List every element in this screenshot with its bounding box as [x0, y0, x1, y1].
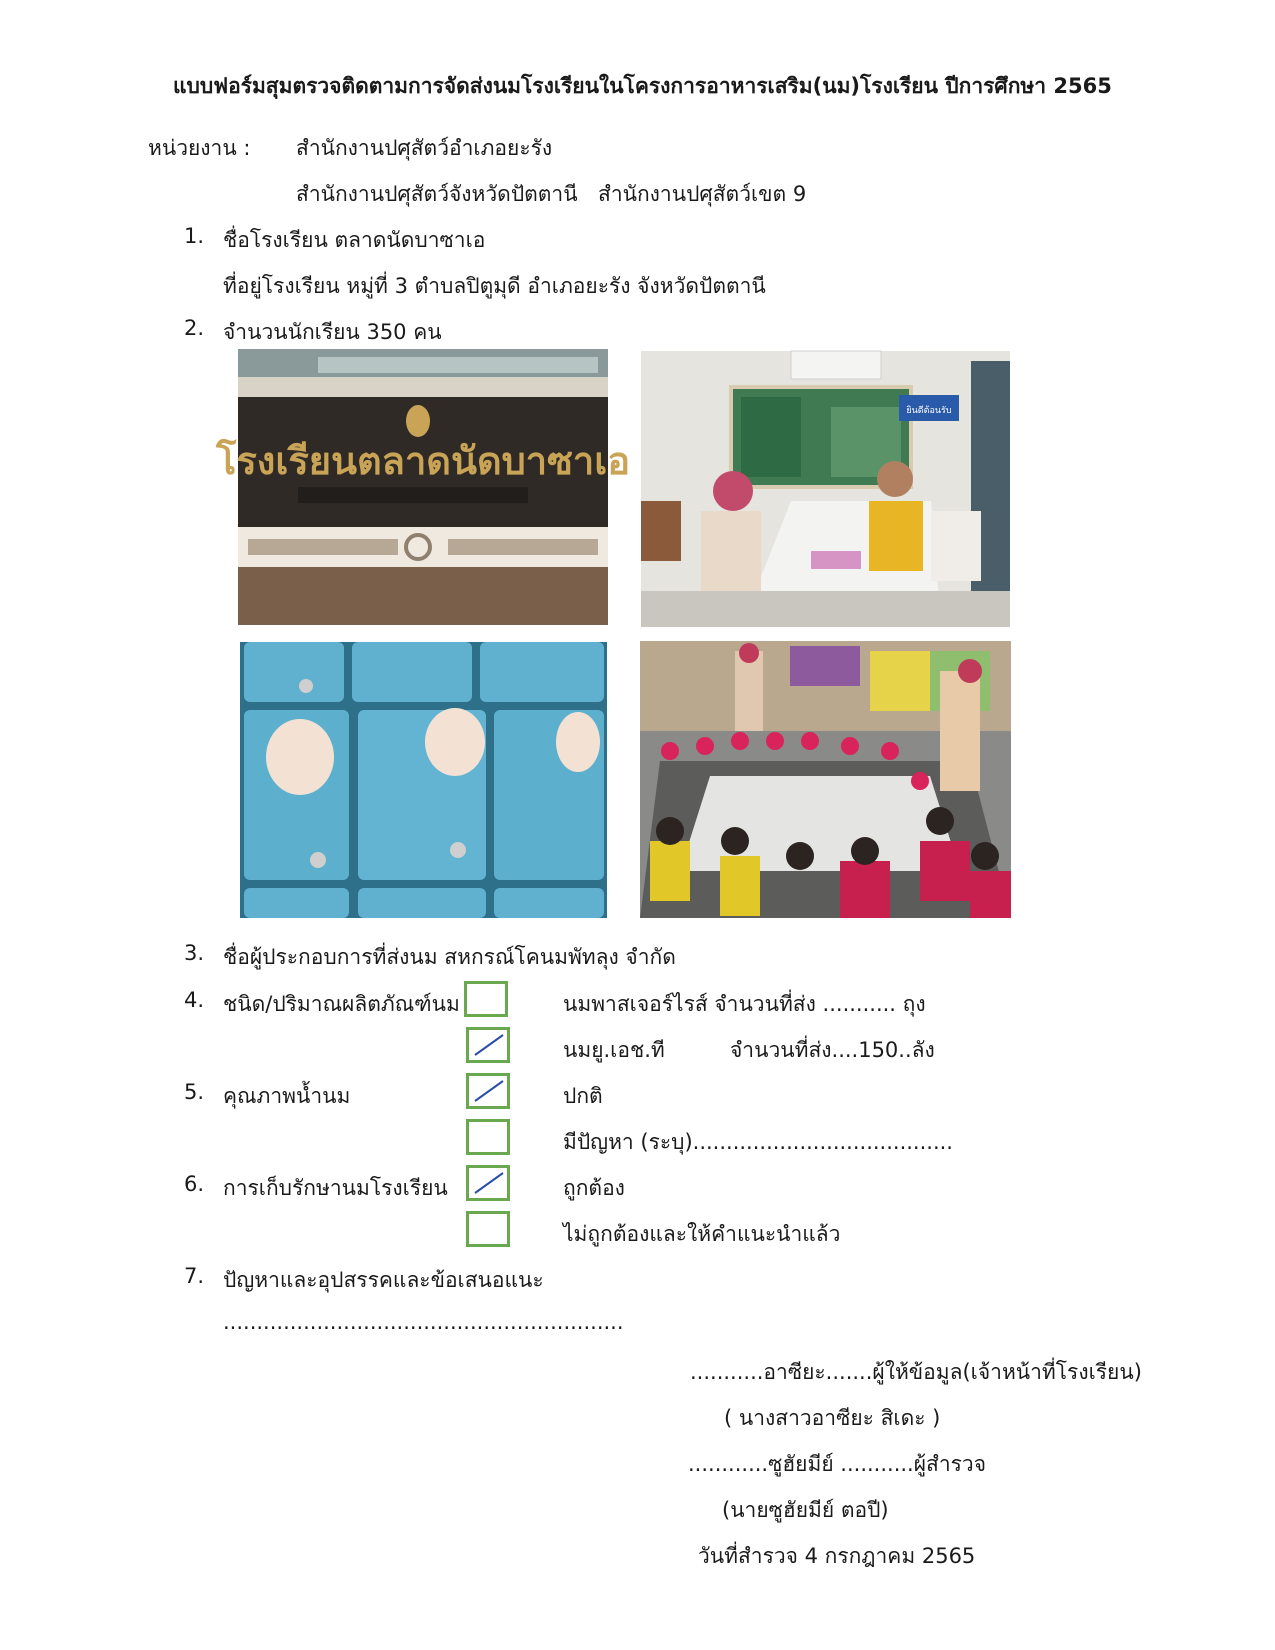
school-sign-photo	[215, 349, 631, 625]
informant-signature: ...........อาซียะ.......ผู้ให้ข้อมูล(เจ้าหน้าที่โรงเรียน)	[690, 1360, 1142, 1384]
informant-name: ( นางสาวอาซียะ สิเดะ )	[724, 1406, 941, 1430]
classroom-photo	[640, 641, 1011, 918]
problems-label: ปัญหาและอุปสรรคและข้อเสนอแนะ	[223, 1268, 544, 1292]
surveyor-signature: ............ซูฮัยมีย์ ...........ผู้สำรวจ	[688, 1452, 987, 1476]
item-number: 7.	[183, 1264, 204, 1288]
student-count: จำนวนนักเรียน 350 คน	[223, 320, 442, 344]
item-number: 4.	[183, 988, 204, 1012]
check-mark-icon	[469, 1168, 507, 1198]
option-storage-correct: ถูกต้อง	[563, 1176, 625, 1200]
form-title: แบบฟอร์มสุมตรวจติดตามการจัดส่งนมโรงเรียนในโครงการอาหารเสริม(นม)โรงเรียน ปีการศึกษา 2565	[173, 74, 1112, 98]
checkbox-quality-problem[interactable]	[466, 1119, 510, 1155]
welcome-board-text: ยินดีต้อนรับ	[906, 406, 952, 416]
agency-province: สำนักงานปศุสัตว์จังหวัดปัตตานี	[296, 182, 578, 206]
option-quality-normal: ปกติ	[563, 1084, 603, 1108]
uht-quantity: จำนวนที่ส่ง....150..ลัง	[730, 1038, 935, 1062]
item-number: 1.	[183, 224, 204, 248]
item-number: 5.	[183, 1080, 204, 1104]
agency-district: สำนักงานปศุสัตว์อำเภอยะรัง	[296, 136, 553, 160]
school-name: ชื่อโรงเรียน ตลาดนัดบาซาเอ	[223, 228, 486, 252]
survey-date: วันที่สำรวจ 4 กรกฎาคม 2565	[698, 1544, 976, 1568]
milk-quality-label: คุณภาพน้ำนม	[223, 1084, 351, 1108]
problems-dots: ............................................................	[223, 1310, 624, 1334]
agency-label: หน่วยงาน :	[148, 136, 251, 160]
item-number: 6.	[183, 1172, 204, 1196]
checkbox-storage-incorrect[interactable]	[466, 1211, 510, 1247]
surveyor-name: (นายซูฮัยมีย์ ตอปี)	[722, 1498, 889, 1522]
milk-packs-photo	[240, 642, 607, 918]
checkbox-uht[interactable]	[466, 1027, 510, 1063]
option-uht: นมยู.เอช.ที	[563, 1038, 665, 1062]
meeting-photo	[641, 351, 1010, 627]
item-number: 3.	[183, 941, 204, 965]
milk-type-label: ชนิด/ปริมาณผลิตภัณฑ์นม	[223, 992, 460, 1016]
checkbox-pasteurized[interactable]	[464, 981, 508, 1017]
school-address: ที่อยู่โรงเรียน หมู่ที่ 3 ตำบลปิตูมุดี อำเภอยะรัง จังหวัดปัตตานี	[223, 274, 766, 298]
option-pasteurized: นมพาสเจอร์ไรส์ จำนวนที่ส่ง ........... ถุง	[563, 992, 926, 1016]
item-number: 2.	[183, 316, 204, 340]
checkbox-quality-normal[interactable]	[466, 1073, 510, 1109]
check-mark-icon	[469, 1076, 507, 1106]
storage-label: การเก็บรักษานมโรงเรียน	[223, 1176, 448, 1200]
checkbox-storage-correct[interactable]	[466, 1165, 510, 1201]
sign-text: โรงเรียนตลาดนัดบาซาเอ	[215, 439, 631, 483]
agency-region: สำนักงานปศุสัตว์เขต 9	[598, 182, 807, 206]
option-storage-incorrect: ไม่ถูกต้องและให้คำแนะนำแล้ว	[563, 1222, 841, 1246]
option-quality-problem: มีปัญหา (ระบุ).......................................	[563, 1130, 953, 1154]
check-mark-icon	[469, 1030, 507, 1060]
milk-supplier: ชื่อผู้ประกอบการที่ส่งนม สหกรณ์โคนมพัทลุง จำกัด	[223, 945, 676, 969]
